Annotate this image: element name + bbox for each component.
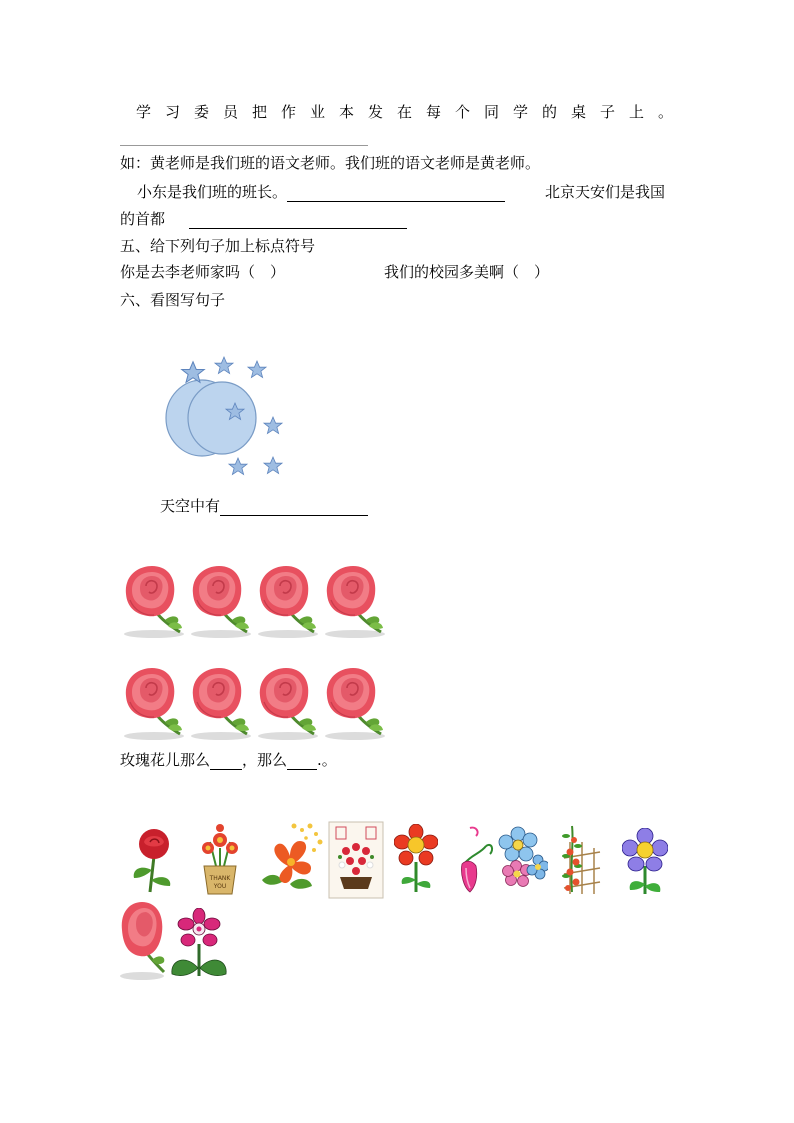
svg-text:YOU: YOU — [213, 883, 227, 890]
daisy-icon — [394, 824, 438, 896]
task-b-text-1: 北京天安们是我国 — [545, 183, 666, 201]
rose-icon — [185, 662, 255, 742]
sky-answer-blank[interactable] — [220, 499, 368, 516]
pink-flower-icon — [166, 908, 232, 982]
rose-icon — [252, 560, 322, 640]
task-line-b — [120, 209, 407, 229]
rose-sentence — [120, 750, 337, 770]
answer-blank-a[interactable] — [287, 185, 505, 202]
rose-icon — [116, 898, 172, 982]
rose-prompt-b: ，那么 — [242, 751, 288, 769]
example-text: 黄老师是我们班的语文老师。我们班的语文老师是黄老师。 — [150, 154, 541, 172]
rose-icon — [252, 662, 322, 742]
sky-sentence — [160, 496, 368, 516]
section-6-heading: 六、看图写句子 — [120, 291, 226, 309]
rose-icon — [124, 826, 182, 896]
rose-icon — [319, 560, 389, 640]
hibiscus-icon — [256, 820, 326, 896]
section-5-q2: 我们的校园多美啊（ ） — [384, 263, 550, 281]
task-b-text-2: 的首都 — [120, 210, 166, 228]
rose-blank-2[interactable] — [287, 753, 317, 770]
rose-prompt-a: 玫瑰花儿那么 — [120, 751, 211, 769]
flower-cluster-icon — [496, 826, 548, 894]
task-a-text: 小东是我们班的班长。 — [137, 183, 288, 201]
example-label: 如： — [120, 154, 151, 172]
example-line — [120, 153, 540, 173]
purple-flower-icon — [622, 828, 668, 898]
rose-icon — [118, 662, 188, 742]
task-line-a — [137, 182, 505, 202]
sentence-line-1: 学习委员把作业本发在每个同学的桌子上。 — [136, 103, 688, 121]
tulip-icon — [456, 824, 496, 896]
flower-trellis-icon — [556, 822, 602, 896]
section-5-heading: 五、给下列句子加上标点符号 — [120, 237, 316, 255]
rose-prompt-c: .。 — [317, 751, 337, 769]
potted-flower-icon — [194, 822, 246, 896]
flower-basket-icon — [328, 821, 384, 899]
rose-blank-1[interactable] — [210, 753, 242, 770]
moon-stars-icon — [160, 355, 295, 480]
rose-icon — [319, 662, 389, 742]
separator-line — [120, 145, 368, 146]
rose-icon — [118, 560, 188, 640]
svg-text:THANK: THANK — [209, 875, 231, 882]
answer-blank-b[interactable] — [189, 212, 407, 229]
rose-icon — [185, 560, 255, 640]
sky-prompt: 天空中有 — [160, 497, 221, 515]
section-5-q1: 你是去李老师家吗（ ） — [120, 263, 286, 281]
